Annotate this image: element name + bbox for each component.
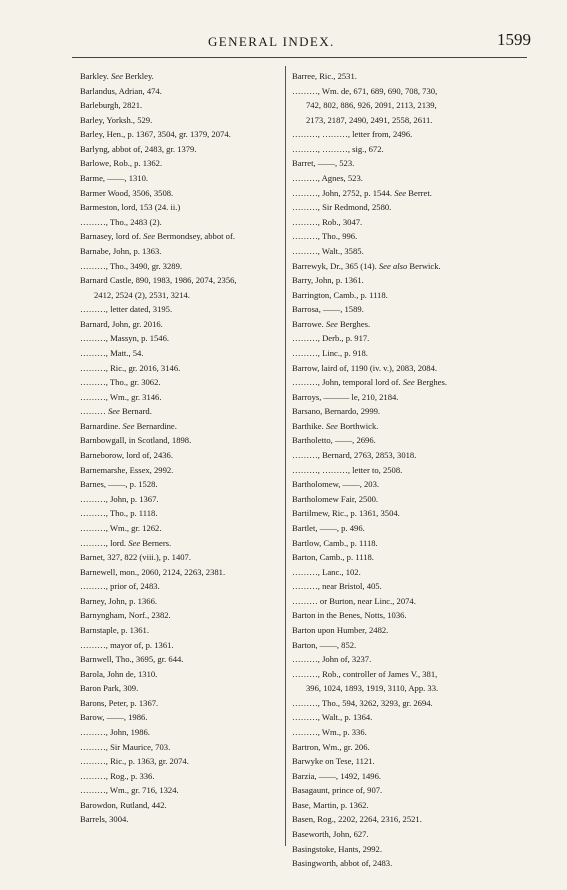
see-target: Berret. (406, 187, 432, 198)
index-entry: Barons, Peter, p. 1367. (80, 697, 159, 708)
index-entry: Barmeston, lord, 153 (24. ii.) (80, 202, 181, 213)
see-reference: See (402, 377, 415, 388)
index-entry: ………, John, p. 1367. (80, 493, 159, 504)
index-entry: Barroys, ——— le, 210, 2184. (292, 391, 399, 402)
page-header (0, 28, 567, 54)
index-entry: Barmer Wood, 3506, 3508. (80, 187, 174, 198)
index-entry: ………, Tho., gr. 3062. (80, 377, 161, 388)
see-target: Berwick. (407, 260, 441, 271)
header-rule (72, 57, 527, 58)
index-entry: Barnemarshe, Essex, 2992. (80, 464, 174, 475)
index-entry: ………, Wm. de, 671, 689, 690, 708, 730, (292, 85, 438, 96)
column-divider (285, 66, 286, 846)
index-entry: Barrow, laird of, 1190 (iv. v.), 2083, 2084. (292, 362, 438, 373)
index-entry (292, 186, 522, 201)
index-entry: ………, Ric., p. 1363, gr. 2074. (80, 756, 189, 767)
index-entry: Barley, Yorksh., 529. (80, 114, 153, 125)
see-target: Bermondsey, abbot of. (155, 231, 235, 242)
see-target: Borthwick. (337, 420, 379, 431)
index-entry: ………, Wm., gr. 716, 1324. (80, 785, 179, 796)
index-entry: ………, Tho., 2483 (2). (80, 216, 162, 227)
index-entry: ………, letter dated, 3195. (80, 304, 173, 315)
index-column-right (292, 69, 522, 871)
index-entry: Bartholomew Fair, 2500. (292, 493, 379, 504)
index-entry: 742, 802, 886, 926, 2091, 2113, 2139, (306, 100, 437, 111)
index-entry: ………, Sir Redmond, 2580. (292, 202, 392, 213)
see-target: Berners. (140, 537, 172, 548)
index-entry: ………, ………, letter from, 2496. (292, 129, 413, 140)
index-entry: Barow, ——, 1986. (80, 712, 148, 723)
entry-heading: ………, John, temporal lord of. (292, 377, 403, 388)
index-entry: Barton, Camb., p. 1118. (292, 552, 374, 563)
index-entry: Barlandus, Adrian, 474. (80, 85, 162, 96)
index-entry: Basingworth, abbot of, 2483. (292, 858, 393, 869)
index-entry: Barnard, John, gr. 2016. (80, 318, 163, 329)
index-entry: Basagaunt, prince of, 907. (292, 785, 383, 796)
index-entry: 396, 1024, 1893, 1919, 3110, App. 33. (306, 683, 439, 694)
index-entry: ………, mayor of, p. 1361. (80, 639, 174, 650)
index-entry (80, 419, 280, 434)
index-entry: Barnwell, Tho., 3695, gr. 644. (80, 654, 184, 665)
index-entry: ………, Massyn, p. 1546. (80, 333, 170, 344)
index-entry: ………, ………, sig., 672. (292, 143, 384, 154)
index-entry (80, 69, 280, 84)
index-entry: Barnet, 327, 822 (viii.), p. 1407. (80, 552, 191, 563)
see-reference: See (325, 420, 338, 431)
index-entry: ………, Linc., p. 918. (292, 347, 368, 358)
index-entry: Barton in the Benes, Notts, 1036. (292, 610, 407, 621)
index-entry: Barrington, Camb., p. 1118. (292, 289, 388, 300)
index-entry: Barzia, ——, 1492, 1496. (292, 770, 382, 781)
index-entry: Bartholetto, ——, 2696. (292, 435, 376, 446)
index-entry: Barlowe, Rob., p. 1362. (80, 158, 163, 169)
index-entry: Barneborow, lord of, 2436. (80, 450, 173, 461)
index-entry: ……… or Burton, near Linc., 2074. (292, 595, 416, 606)
entry-heading: Barnasey, lord of. (80, 231, 144, 242)
index-entry: 2412, 2524 (2), 2531, 3214. (94, 289, 190, 300)
index-entry: Barrosa, ——, 1589. (292, 304, 364, 315)
page-number: 1599 (497, 30, 531, 49)
index-entry: ………, Walt., 3585. (292, 245, 364, 256)
index-entry: Barme, ——, 1310. (80, 173, 149, 184)
index-entry: Baseworth, John, 627. (292, 829, 369, 840)
index-entry: ………, John, 1986. (80, 727, 150, 738)
index-entry: Barrels, 3004. (80, 814, 129, 825)
index-entry: Barnewell, mon., 2060, 2124, 2263, 2381. (80, 566, 226, 577)
index-entry: ………, near Bristol, 405. (292, 581, 382, 592)
see-reference: See (394, 187, 407, 198)
index-entry: 2173, 2187, 2490, 2491, 2558, 2611. (306, 114, 433, 125)
index-entry: ………, Walt., p. 1364. (292, 712, 373, 723)
entry-heading: Barrowe. (292, 318, 326, 329)
index-entry: Barnstaple, p. 1361. (80, 624, 149, 635)
index-entry (80, 536, 280, 551)
index-entry: Barton, ——, 852. (292, 639, 357, 650)
index-entry: ………, John of, 3237. (292, 654, 372, 665)
index-entry (80, 404, 280, 419)
see-target: Berkley. (122, 71, 154, 81)
entry-heading: Barkley. (80, 71, 111, 81)
index-entry: Barney, John, p. 1366. (80, 595, 158, 606)
index-entry: Basen, Rog., 2202, 2264, 2316, 2521. (292, 814, 422, 825)
index-entry: ………, prior of, 2483. (80, 581, 160, 592)
index-entry: Barret, ——, 523. (292, 158, 355, 169)
index-entry: Barnbowgall, in Scotland, 1898. (80, 435, 192, 446)
see-reference: See (128, 537, 141, 548)
entry-heading: ………, lord. (80, 537, 129, 548)
index-entry: Bartilmew, Ric., p. 1361, 3504. (292, 508, 400, 519)
see-target: Bernardine. (134, 420, 177, 431)
index-entry: ………, Bernard, 2763, 2853, 3018. (292, 450, 417, 461)
index-entry: ………, Rog., p. 336. (80, 770, 155, 781)
index-entry: Barree, Ric., 2531. (292, 71, 357, 81)
entry-heading: ………, John, 2752, p. 1544. (292, 187, 395, 198)
index-entry: ………, Wm., gr. 3146. (80, 391, 162, 402)
index-entry: Barnabe, John, p. 1363. (80, 245, 162, 256)
index-entry: Barlyng, abbot of, 2483, gr. 1379. (80, 143, 197, 154)
index-entry: ………, Derb., p. 917. (292, 333, 370, 344)
index-entry: Bartlow, Camb., p. 1118. (292, 537, 378, 548)
entry-heading: Barrewyk, Dr., 365 (14). (292, 260, 379, 271)
index-entry: ………, Tho., 996. (292, 231, 358, 242)
index-entry: ………, Tho., p. 1118. (80, 508, 158, 519)
index-entry: ………, Tho., 594, 3262, 3293, gr. 2694. (292, 697, 433, 708)
see-target: Berghes. (414, 377, 447, 388)
index-entry (292, 419, 522, 434)
index-entry: Basingstoke, Hants, 2992. (292, 843, 382, 854)
see-target: Bernard. (119, 406, 152, 417)
index-entry: Baron Park, 309. (80, 683, 139, 694)
see-reference: See (107, 406, 120, 417)
index-entry: ………, Lanc., 102. (292, 566, 361, 577)
running-title: GENERAL INDEX. (208, 34, 335, 49)
index-entry: ………, Tho., 3490, gr. 3289. (80, 260, 183, 271)
see-reference: See also (378, 260, 408, 271)
index-entry: Barsano, Bernardo, 2999. (292, 406, 381, 417)
see-reference: See (325, 318, 338, 329)
index-entry: Bartron, Wm., gr. 206. (292, 741, 370, 752)
index-entry: Barnard Castle, 890, 1983, 1986, 2074, 2356, (80, 275, 237, 286)
index-entry (292, 259, 522, 274)
index-entry (80, 229, 280, 244)
index-entry (292, 317, 522, 332)
index-entry: Base, Martin, p. 1362. (292, 799, 369, 810)
see-reference: See (122, 420, 135, 431)
index-entry: ………, Agnes, 523. (292, 173, 363, 184)
index-column-left (80, 69, 280, 827)
entry-heading: Barthike. (292, 420, 326, 431)
index-entry (292, 375, 522, 390)
index-entry: Barton upon Humber, 2482. (292, 624, 389, 635)
index-entry: Barley, Hen., p. 1367, 3504, gr. 1379, 2074. (80, 129, 231, 140)
index-entry: Barnes, ——, p. 1528. (80, 479, 158, 490)
index-entry: Bartlet, ——, p. 496. (292, 522, 365, 533)
index-entry: Bartholomew, ——, 203. (292, 479, 380, 490)
index-entry: ………, Wm., p. 336. (292, 727, 367, 738)
entry-heading: Barnardine. (80, 420, 123, 431)
index-entry: Barowdon, Rutland, 442. (80, 799, 167, 810)
index-entry: Barry, John, p. 1361. (292, 275, 364, 286)
index-entry: ………, Rob., controller of James V., 381, (292, 668, 438, 679)
index-entry: Barwyke on Tese, 1121. (292, 756, 375, 767)
index-entry: ………, Sir Maurice, 703. (80, 741, 171, 752)
index-entry: ………, Wm., gr. 1262. (80, 522, 162, 533)
see-reference: See (143, 231, 156, 242)
index-entry: ………, Matt., 54. (80, 347, 144, 358)
index-entry: Barola, John de, 1310. (80, 668, 158, 679)
index-entry: Barnyngham, Norf., 2382. (80, 610, 171, 621)
see-reference: See (110, 71, 123, 81)
index-entry: Barleburgh, 2821. (80, 100, 143, 111)
index-entry: ………, Ric., gr. 2016, 3146. (80, 362, 181, 373)
index-entry: ………, Rob., 3047. (292, 216, 363, 227)
see-target: Berghes. (337, 318, 371, 329)
entry-heading: ……… (80, 406, 108, 417)
index-entry: ………, ………, letter to, 2508. (292, 464, 403, 475)
